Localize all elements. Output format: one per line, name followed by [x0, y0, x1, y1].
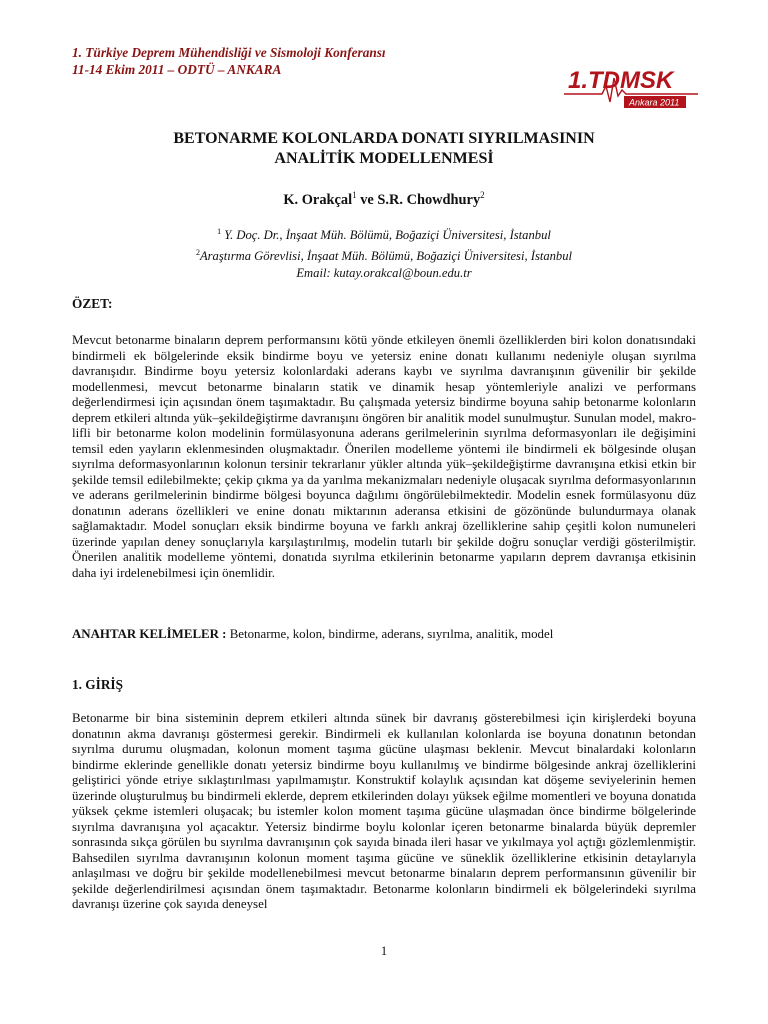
logo-text: 1.TDMSK: [568, 67, 674, 94]
affiliation-2-mark: 2: [195, 248, 200, 258]
author-1-affil-mark: 1: [352, 190, 357, 200]
tdmsk-logo-graphic: [562, 56, 700, 112]
conference-date-location: 11-14 Ekim 2011 – ODTÜ – ANKARA: [72, 62, 282, 77]
affiliations: [72, 223, 696, 282]
abstract-body: Mevcut betonarme binaların deprem performansını kötü yönde etkileyen önemli özelliklerden biri kolon donatısındaki bindirmeli ek bölgelerinde eksik bindirme boyu ve yetersiz enine donatı kullanımı nedeniyle oluşan sıyrılma davranışıdır. Bindirme boyu yetersiz kolonlardaki aderans kaybı ve sıyrılma davranışının güvenilir bir şekilde modellenmesi, mevcut betonarme binaların statik ve dinamik hesap yöntemleriyle analizi ve performans değerlendirmesi için açısından önem taşımaktadır. Bu çalışmada yetersiz bindirme boyuna sahip betonarme kolonların deprem etkileri altında yük–şekildeğiştirme davranışını öngören bir analitik model sunulmuştur. Sunulan model, makro-lifli bir betonarme kolon modelinin formülasyonuna aderans gerilmelerinin sıyrılma deformasyonları ile değişimini temsil eden yayların eklenmesinden oluşmaktadır. Önerilen modelleme yöntemi ile bindirmeli ek bölgesinde oluşan sıyrılma deformasyonlarının kolonun tersinir tekrarlanır yükler altında yük–şekildeğiştirme davranışına etkisi etkin bir şekilde temsil edilebilmekte; çekip çıkma ya da yarılma mekanizmaları nedeniyle oluşacak sıyrılma deformasyonlarının ve aderans gerilmelerinin bindirme bölgesi boyunca dağılımı öngörülebilmektedir. Modelin esnek formülasyonu düz donatının aderans özellikleri ve enine donatı miktarının aderansa etkisini de gözönünde bulundurmaya olanak sağlamaktadır. Model sonuçları eksik bindirme boyuna ve farklı ankraj özelliklerine sahip çeşitli kolon numuneleri üzerinde yapılan deney sonuçlarıyla karşılaştırılmış, modelin tutarlı bir şekilde doğru sonuçlar verdiği gösterilmiştir. Önerilen analitik modelleme yöntemi, donatıda sıyrılma etkilerinin betonarme yapıların deprem davranışa etkisinin daha iyi irdelenebilmesi için önemlidir.: [72, 332, 696, 580]
intro-heading: 1. GİRİŞ: [72, 677, 123, 692]
author-1: K. Orakçal: [283, 191, 353, 208]
author-separator: ve: [356, 191, 378, 208]
logo-subtext: Ankara 2011: [629, 97, 680, 108]
author-2-affil-mark: 2: [480, 190, 485, 200]
author-2: S.R. Chowdhury: [377, 191, 481, 208]
keywords-text: Betonarme, kolon, bindirme, aderans, sıyrılma, analitik, model: [226, 627, 554, 641]
page-number: 1: [380, 944, 388, 958]
conference-name: 1. Türkiye Deprem Mühendisliği ve Sismoloji Konferansı: [72, 45, 386, 60]
conference-logo: [562, 56, 700, 112]
conference-header: [72, 44, 386, 78]
abstract-heading: ÖZET:: [72, 296, 113, 311]
paper-title: [72, 129, 696, 169]
affiliation-1: [72, 223, 696, 244]
keywords: [72, 627, 696, 642]
title-line-1: BETONARME KOLONLARDA DONATI SIYRILMASININ: [173, 130, 595, 147]
author-list: [72, 190, 696, 209]
contact-email: Email: kutay.orakcal@boun.edu.tr: [296, 266, 472, 281]
affiliation-1-mark: 1: [217, 227, 222, 236]
affiliation-2: [72, 244, 696, 265]
keywords-label: ANAHTAR KELİMELER :: [72, 627, 227, 641]
title-line-2: ANALİTİK MODELLENMESİ: [274, 150, 494, 167]
intro-body: Betonarme bir bina sisteminin deprem etkileri altında sünek bir davranış gösterebilmesi için kirişlerdeki boyuna donatının akma davranışı göstermesi gerekir. Bindirmeli ek kullanılan kolonlarda ise boyuna donatının betondan sıyrılma durumu oluşmadan, kolonun moment taşıma gücüne ulaşması beklenir. Mevcut binalardaki kolonların bindirme eklerinde genellikle donatı yetersiz bindirme boyu kullanılmış ve bindirme bölgesinde ankraj özelliklerini geliştirici yönde etriye sıklaştırılması yapılmamıştır. Konstruktif kolaylık açısından kat döşeme seviyelerinin hemen üzerinde oluşturulmuş bu bindirmeli eklerde, deprem etkilerinden dolayı yüksek eğilme momentleri ve boyuna donatıda yüksek çekme istemleri oluşacak; bu istemler kolon moment taşıma gücüne ulaşmadan önce bindirme bölgelerinde sıyrılma davranışına yol açacaktır. Yetersiz bindirme boylu kolonlar içeren betonarme binalarda büyük depremler sonrasında sıkça görülen bu sıyrılma davranışının çok sayıda binada ileri hasar ve yıkılmaya yol açtığı gözlemlenmiştir. Bahsedilen sıyrılma davranışının kolonun moment taşıma gücüne ve süneklik özelliklerine etkisinin detaylarıyla anlaşılması ve doğru bir şekilde modellenebilmesi mevcut betonarme binaların deprem performansının güvenilir bir şekilde değerlendirilmesi açısından önem taşımaktadır. Betonarme kolonların bindirmeli ek bölgelerindeki sıyrılma davranışı üzerine çok sayıda deneysel: [72, 710, 696, 911]
affiliation-2-text: Araştırma Görevlisi, İnşaat Müh. Bölümü, Boğaziçi Üniversitesi, İstanbul: [199, 249, 573, 264]
affiliation-1-text: Y. Doç. Dr., İnşaat Müh. Bölümü, Boğaziçi Üniversitesi, İstanbul: [221, 228, 551, 243]
